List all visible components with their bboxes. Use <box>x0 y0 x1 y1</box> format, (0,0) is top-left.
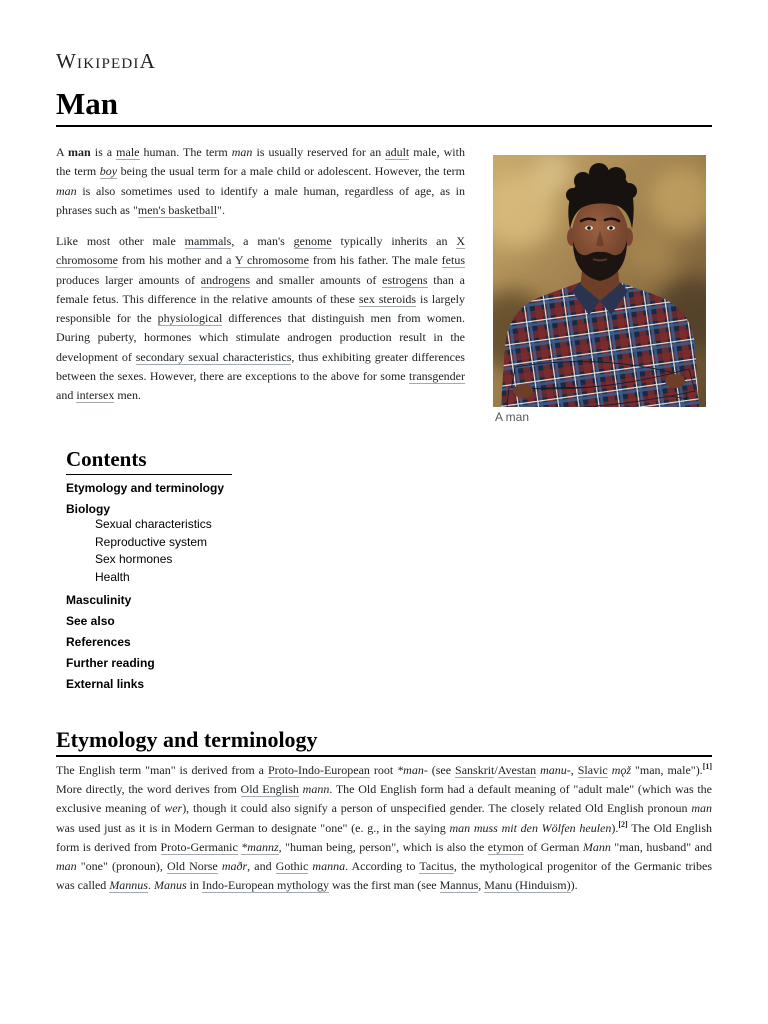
text-run: , and <box>247 859 276 874</box>
toc-link-sexual-characteristics[interactable]: Sexual characteristics <box>95 517 212 531</box>
italic-term: Mann <box>582 839 611 854</box>
link-fetus[interactable]: fetus <box>441 253 465 268</box>
bold-term: man <box>68 145 91 159</box>
text-run: from his mother and a <box>118 253 235 268</box>
man-portrait-image <box>493 155 706 407</box>
toc-item-biology <box>66 501 224 586</box>
link-slavic[interactable]: Slavic <box>577 763 608 777</box>
italic-term: Manus <box>153 878 187 893</box>
toc-item-external-links <box>66 676 224 693</box>
text-run: is a <box>90 145 117 159</box>
text-run: . <box>147 878 154 893</box>
toc-item-see-also <box>66 613 224 630</box>
toc-link-biology[interactable]: Biology <box>66 502 110 516</box>
section-heading-etymology: Etymology and terminology <box>56 727 318 752</box>
text-run: ), though it could also signify a person of unspecified gender. The closely related Old English pronoun <box>182 801 692 816</box>
section-divider <box>56 755 712 757</box>
italic-term: man <box>691 801 712 816</box>
section-body-etymology <box>56 761 712 907</box>
link-tacitus[interactable]: Tacitus <box>419 859 454 874</box>
link-male[interactable]: male <box>116 145 140 159</box>
link-men-s-basketball[interactable]: men's basketball <box>137 202 218 217</box>
reference-citation[interactable]: [1] <box>702 762 713 771</box>
intro-paragraph <box>56 143 465 220</box>
italic-term: manu- <box>540 763 571 777</box>
text-run: was used just as it is in Modern German to designate "one" (e. g., in the saying <box>56 820 450 835</box>
link-estrogens[interactable]: estrogens <box>382 272 428 287</box>
italic-term: man <box>56 859 77 874</box>
text-run: human. The term <box>139 145 232 159</box>
link-adult[interactable]: adult <box>385 145 410 159</box>
text-run: "man, husband" and <box>610 839 713 854</box>
text-run: . The Old English form had a default meaning of "adult male" (which was the exclusive meaning of <box>56 782 713 816</box>
text-run: / <box>494 763 498 777</box>
infobox-photo[interactable] <box>493 155 706 407</box>
toc-item-masculinity <box>66 592 224 609</box>
link-mannus[interactable]: Mannus <box>109 878 148 893</box>
italic-term: man <box>231 145 253 159</box>
link-x-chromosome[interactable]: X chromosome <box>56 234 465 268</box>
text-run: (see <box>427 763 456 777</box>
text-run: , "human being, person", which is also the <box>278 839 488 854</box>
toc-item-etymology <box>66 480 224 497</box>
link-etymon[interactable]: etymon <box>487 839 524 854</box>
italic-term: man muss mit den Wölfen heulen <box>449 820 612 835</box>
text-run: typically inherits an <box>331 234 457 248</box>
toc-link-masculinity[interactable]: Masculinity <box>66 593 132 607</box>
text-run: from his father. The male <box>308 253 442 268</box>
link-secondary-sexual-characteristics[interactable]: secondary sexual characteristics <box>135 349 292 364</box>
toc-subitem <box>95 516 224 534</box>
text-run: ). <box>611 820 619 835</box>
text-run: , the mythological progenitor of the Germanic tribes was called <box>56 859 713 893</box>
toc-subitem <box>95 534 224 552</box>
text-run: ". <box>217 202 225 217</box>
link-boy[interactable]: boy <box>99 164 118 179</box>
link-old-norse[interactable]: Old Norse <box>167 859 218 874</box>
text-run: , thus exhibiting greater differences between the sexes. However, there are exceptions to the above for some <box>56 349 465 383</box>
italic-term: mǫž <box>611 763 632 777</box>
italic-term: *man- <box>397 763 428 777</box>
link-avestan[interactable]: Avestan <box>497 763 537 777</box>
text-run: , <box>478 878 485 893</box>
infobox-caption: A man <box>495 410 530 424</box>
link-intersex[interactable]: intersex <box>76 388 115 402</box>
link-physiological[interactable]: physiological <box>157 311 223 325</box>
link-gothic[interactable]: Gothic <box>275 859 309 874</box>
italic-term: manna <box>312 859 346 874</box>
italic-term: maðr <box>221 859 248 874</box>
toc-link-health[interactable]: Health <box>95 569 130 584</box>
text-run: and <box>56 388 77 402</box>
toc-item-references <box>66 634 224 651</box>
text-run: . According to <box>345 859 420 874</box>
toc-item-further-reading <box>66 655 224 672</box>
italic-term: mann <box>302 782 330 797</box>
link-old-english[interactable]: Old English <box>240 782 299 797</box>
text-run: root <box>369 763 398 777</box>
toc-subitem <box>95 551 224 569</box>
reference-citation[interactable]: [2] <box>618 819 628 829</box>
link-sex-steroids[interactable]: sex steroids <box>358 291 417 306</box>
toc-divider <box>66 474 232 475</box>
text-run: is also sometimes used to identify a male human, regardless of age, as in phrases such as " <box>56 183 465 217</box>
italic-term: wer <box>164 801 183 816</box>
link-y-chromosome[interactable]: Y chromosome <box>234 253 309 268</box>
toc-link-etymology[interactable]: Etymology and terminology <box>66 481 225 495</box>
text-run: produces larger amounts of <box>56 272 201 287</box>
text-run: is usually reserved for an <box>252 145 386 159</box>
link-mannz[interactable]: *mannz <box>241 839 279 854</box>
section-paragraph <box>56 761 712 895</box>
link-mammals[interactable]: mammals <box>184 234 232 248</box>
title-divider <box>56 125 712 127</box>
text-run: More directly, the word derives from <box>56 782 241 797</box>
text-run: differences that distinguish men from women. During puberty, hormones which stimulate androgen production result in the development of <box>56 311 466 364</box>
link-manu-hinduism[interactable]: Manu (Hinduism) <box>484 878 571 893</box>
link-transgender[interactable]: transgender <box>409 368 465 383</box>
text-run: A <box>56 145 69 159</box>
text-run: , <box>570 763 578 777</box>
toc-sublist-biology <box>95 516 224 586</box>
link-mannus[interactable]: Mannus <box>439 878 479 893</box>
text-run: "man, male"). <box>631 763 703 777</box>
text-run: The Old English form is derived from <box>56 820 713 854</box>
intro-paragraph <box>56 232 465 405</box>
toc-link-sex-hormones[interactable]: Sex hormones <box>95 552 173 566</box>
link-indo-european-mythology[interactable]: Indo-European mythology <box>202 878 329 893</box>
intro-section <box>56 143 465 417</box>
text-run: ). <box>570 878 578 893</box>
toc-link-references[interactable]: References <box>66 635 131 649</box>
toc-link-external-links[interactable]: External links <box>66 677 145 691</box>
text-run: and smaller amounts of <box>250 272 383 287</box>
text-run: of German <box>523 839 583 854</box>
italic-term: man <box>56 183 77 198</box>
text-run: The English term "man" is derived from a <box>56 763 268 777</box>
text-run: was the first man (see <box>328 878 440 893</box>
text-run: "one" (pronoun), <box>76 859 168 874</box>
text-run: than a female fetus. This difference in the relative amounts of these <box>56 272 465 306</box>
text-run: male, with the term <box>56 145 465 179</box>
link-proto-indo-european[interactable]: Proto-Indo-European <box>267 763 370 777</box>
page-title: Man <box>56 86 118 121</box>
text-run: being the usual term for a male child or adolescent. However, the term <box>117 164 466 179</box>
toc-heading: Contents <box>66 447 147 471</box>
text-run: Like most other male <box>56 234 185 248</box>
link-androgens[interactable]: androgens <box>200 272 251 287</box>
toc-link-reproductive-system[interactable]: Reproductive system <box>95 534 208 549</box>
text-run: , a man's <box>231 234 294 248</box>
link-proto-germanic[interactable]: Proto-Germanic <box>160 839 238 854</box>
link-sanskrit[interactable]: Sanskrit <box>455 763 495 777</box>
wikipedia-logo[interactable]: WikipediA <box>56 49 156 73</box>
table-of-contents <box>66 480 224 693</box>
toc-subitem <box>95 569 224 587</box>
toc-link-see-also[interactable]: See also <box>66 614 115 628</box>
text-run: men. <box>114 388 141 402</box>
text-run: in <box>186 878 202 893</box>
text-run: is largely responsible for the <box>56 291 465 325</box>
toc-link-further-reading[interactable]: Further reading <box>66 656 155 670</box>
link-genome[interactable]: genome <box>293 234 332 248</box>
